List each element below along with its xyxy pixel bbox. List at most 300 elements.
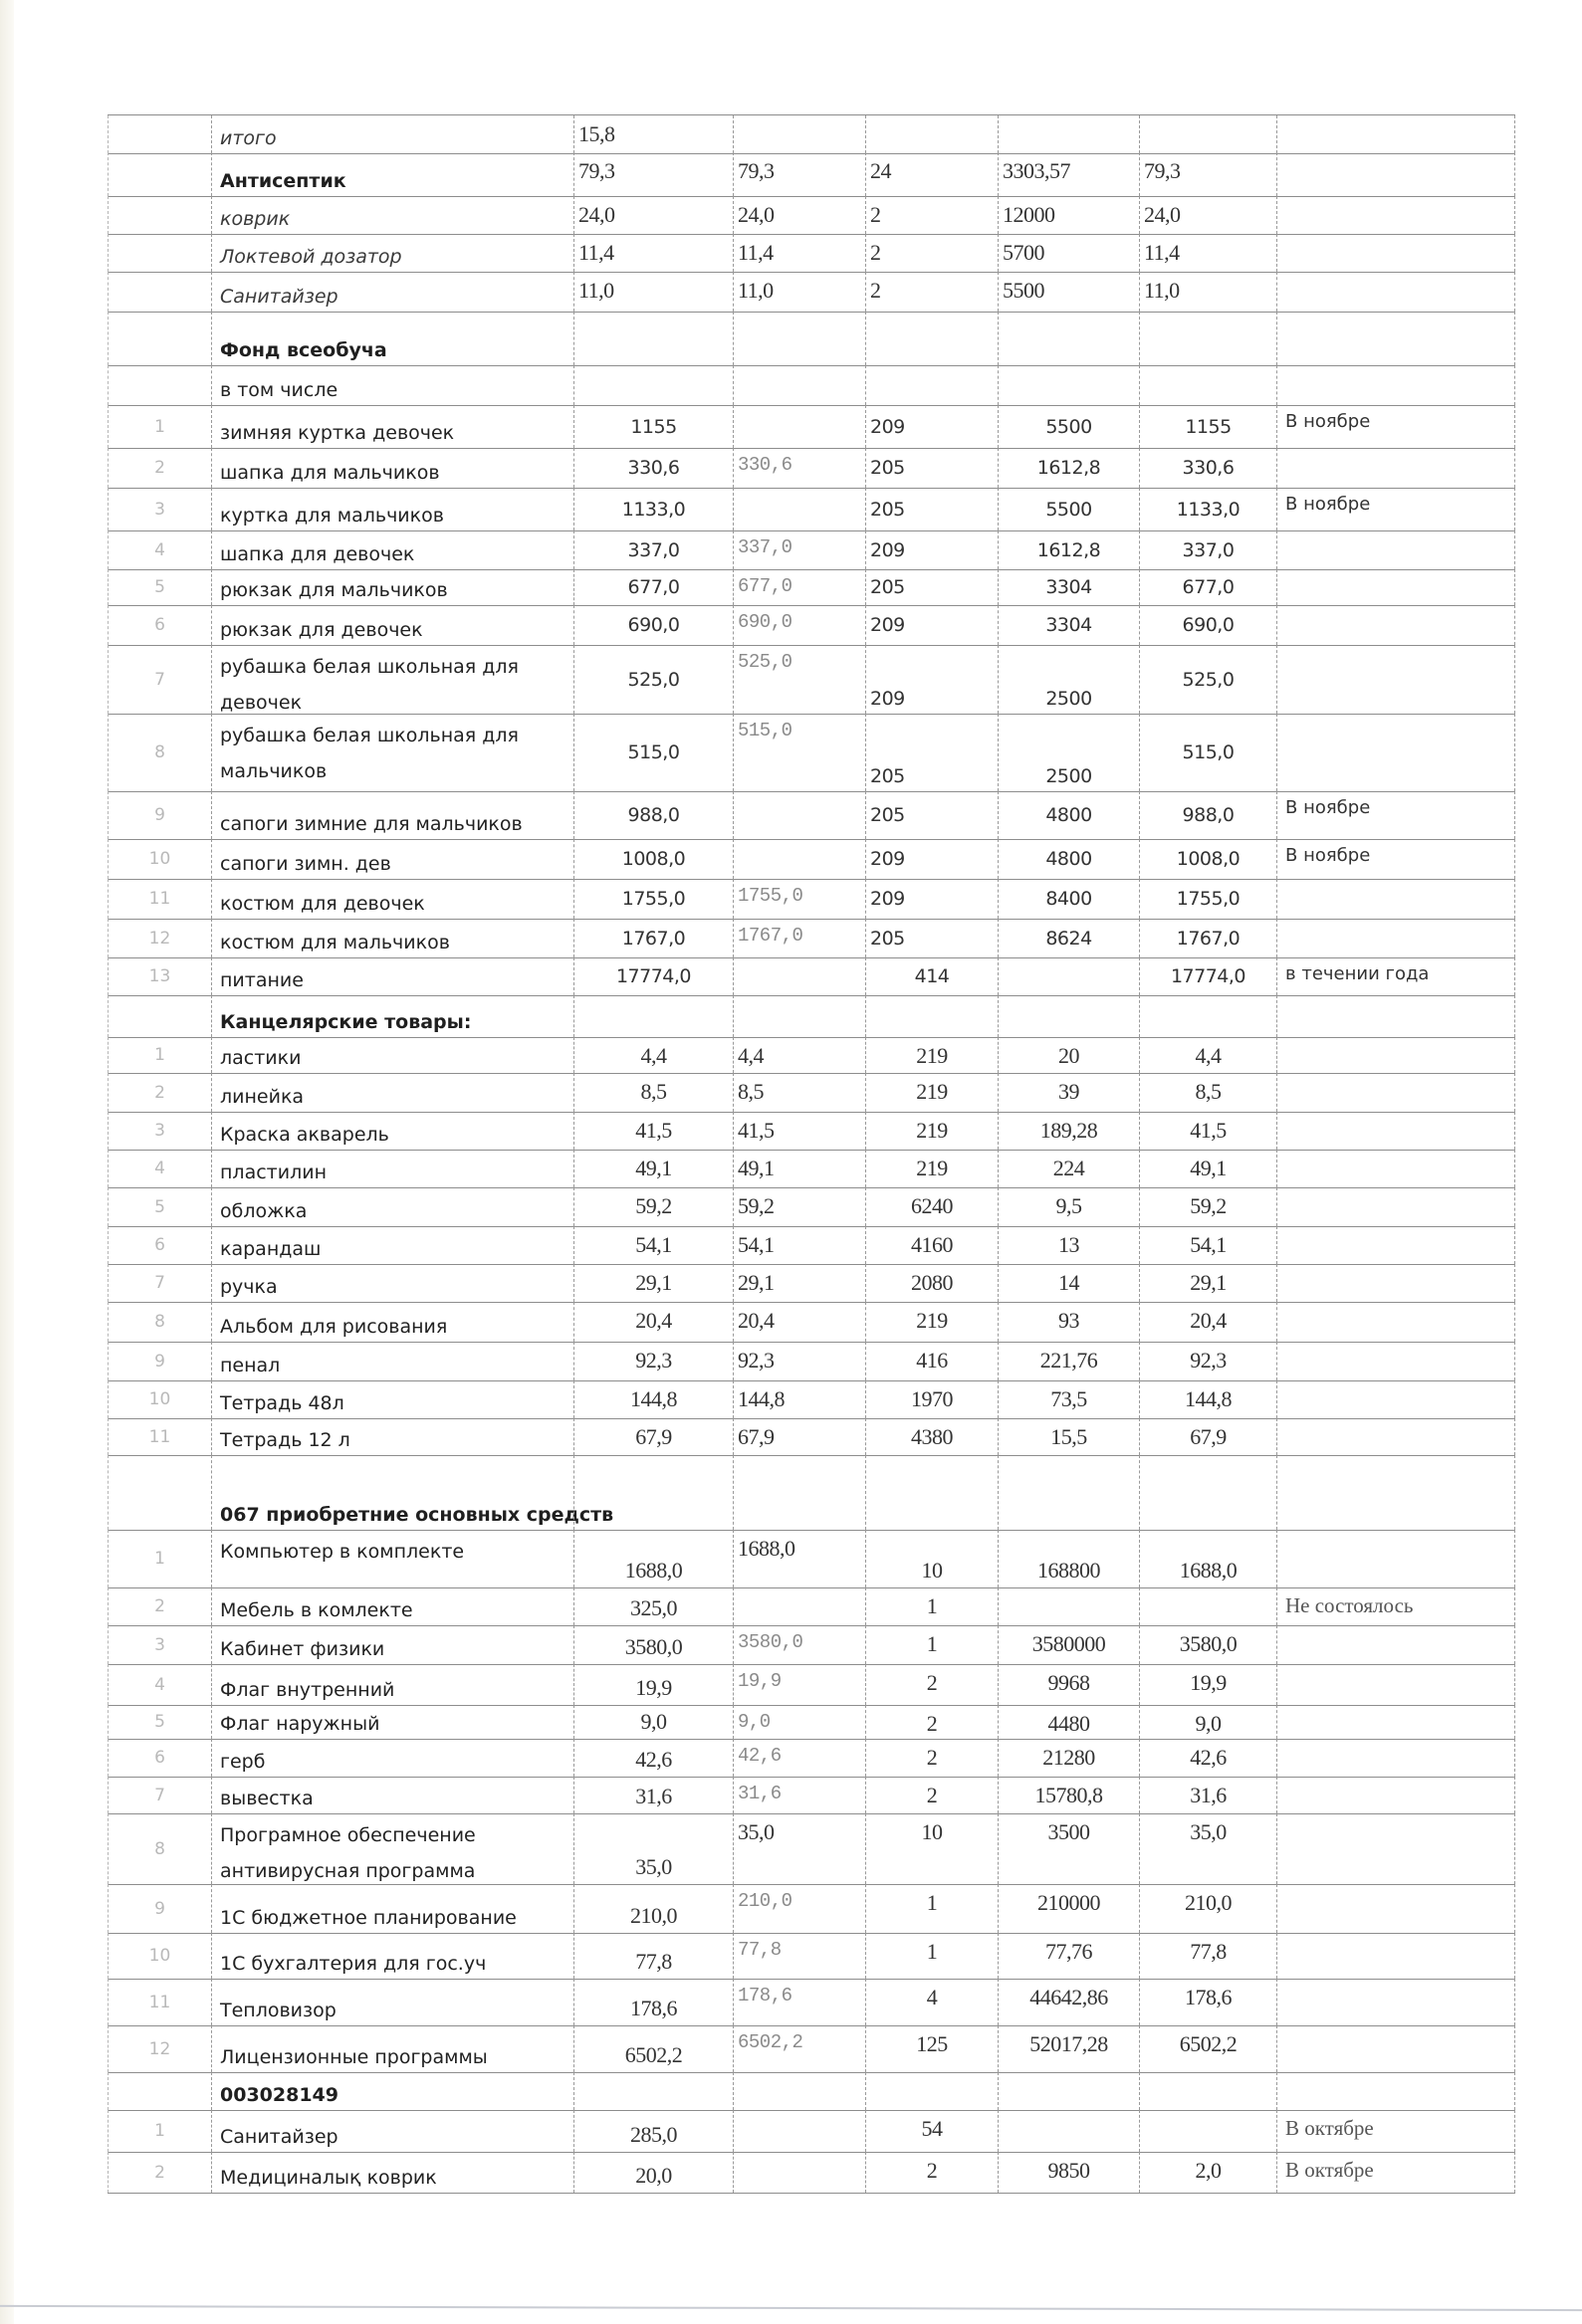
table-row bbox=[108, 234, 1515, 273]
value-cell-c5 bbox=[998, 1264, 1139, 1302]
table-row bbox=[108, 957, 1515, 996]
value-cell-c4 bbox=[865, 1933, 998, 1979]
item-name: Програмное обеспечение антивирусная программа bbox=[220, 1824, 476, 1882]
item-name: Лицензионные программы bbox=[220, 2046, 488, 2068]
value-cell-c6 bbox=[1139, 1302, 1276, 1342]
value-cell-c2 bbox=[573, 1150, 733, 1187]
value-c6: 1767,0 bbox=[1176, 927, 1241, 950]
row-number-text: 11 bbox=[148, 889, 171, 909]
value-c2: 1008,0 bbox=[621, 848, 686, 870]
value-cell-c6 bbox=[1139, 1933, 1276, 1979]
table-row bbox=[108, 488, 1515, 531]
value-c2: 15,8 bbox=[578, 121, 615, 146]
row-number-text: 2 bbox=[154, 458, 165, 478]
value-c5: 73,5 bbox=[1050, 1386, 1087, 1411]
value-c3: 59,2 bbox=[738, 1193, 775, 1218]
value-c6: 11,4 bbox=[1144, 240, 1180, 265]
value-cell-c2 bbox=[573, 1302, 733, 1342]
value-c2: 77,8 bbox=[635, 1949, 672, 1974]
row-number bbox=[108, 1933, 211, 1979]
item-name-cell bbox=[211, 569, 573, 605]
value-c4: 2080 bbox=[911, 1270, 953, 1295]
value-cell-c2 bbox=[573, 1264, 733, 1302]
value-c4: 209 bbox=[870, 415, 905, 438]
value-cell-c3 bbox=[733, 1813, 865, 1884]
value-cell-c6 bbox=[1139, 2025, 1276, 2072]
value-cell-c5 bbox=[998, 488, 1139, 530]
item-name-cell bbox=[211, 1264, 573, 1302]
value-c3: 1767,0 bbox=[738, 925, 803, 947]
item-name: Тепловизор bbox=[220, 2000, 337, 2021]
value-cell-c3 bbox=[733, 1777, 865, 1813]
item-name: рюкзак для девочек bbox=[220, 619, 423, 641]
section-row bbox=[108, 995, 1515, 1038]
item-name: коврик bbox=[220, 208, 291, 230]
value-cell-c6 bbox=[1139, 1739, 1276, 1777]
table-row bbox=[108, 196, 1515, 235]
item-name: ластики bbox=[220, 1047, 302, 1069]
value-c4: 10 bbox=[921, 1558, 943, 1583]
row-number bbox=[108, 405, 211, 448]
section-row bbox=[108, 365, 1515, 406]
value-cell-c3 bbox=[733, 272, 865, 312]
value-c5: 1612,8 bbox=[1036, 457, 1101, 479]
value-c4: 205 bbox=[870, 765, 905, 787]
value-c5: 189,28 bbox=[1039, 1118, 1098, 1143]
value-cell-c3 bbox=[733, 569, 865, 605]
value-c3: 42,6 bbox=[738, 1745, 782, 1767]
status-note: В октябре bbox=[1285, 2158, 1374, 2182]
value-cell-c3 bbox=[733, 152, 865, 196]
value-cell-c4 bbox=[865, 1112, 998, 1150]
value-c4: 2 bbox=[926, 1745, 938, 1770]
value-c6: 1755,0 bbox=[1176, 888, 1241, 910]
value-c6: 144,8 bbox=[1185, 1386, 1232, 1411]
value-c4: 1 bbox=[926, 1631, 938, 1656]
note-cell bbox=[1276, 115, 1515, 153]
value-c3: 67,9 bbox=[738, 1424, 775, 1449]
item-name-cell bbox=[211, 1380, 573, 1418]
value-cell-c2 bbox=[573, 1664, 733, 1705]
row-number bbox=[108, 2025, 211, 2072]
value-cell-c2 bbox=[573, 1380, 733, 1418]
item-name-cell bbox=[211, 1112, 573, 1150]
value-cell-c2 bbox=[573, 312, 733, 365]
item-name-cell bbox=[211, 115, 573, 153]
value-c5: 44642,86 bbox=[1029, 1985, 1108, 2009]
row-number bbox=[108, 1705, 211, 1739]
value-cell-c5 bbox=[998, 1530, 1139, 1587]
value-cell-c4 bbox=[865, 1455, 998, 1530]
value-cell-c4 bbox=[865, 1302, 998, 1342]
value-cell-c6 bbox=[1139, 1705, 1276, 1739]
value-cell-c2 bbox=[573, 645, 733, 714]
row-number bbox=[108, 839, 211, 879]
item-name-cell bbox=[211, 1884, 573, 1933]
row-number-text: 12 bbox=[148, 2038, 171, 2059]
value-cell-c2 bbox=[573, 152, 733, 196]
value-c4: 416 bbox=[916, 1348, 948, 1373]
value-cell-c5 bbox=[998, 405, 1139, 448]
value-cell-c4 bbox=[865, 1073, 998, 1112]
value-c4: 219 bbox=[916, 1156, 948, 1180]
note-cell bbox=[1276, 1884, 1515, 1933]
item-name: зимняя куртка девочек bbox=[220, 422, 455, 444]
value-c6: 79,3 bbox=[1144, 158, 1181, 183]
value-c6: 525,0 bbox=[1182, 668, 1235, 691]
value-cell-c5 bbox=[998, 1037, 1139, 1073]
value-cell-c4 bbox=[865, 2110, 998, 2152]
note-cell bbox=[1276, 1418, 1515, 1455]
value-c3: 690,0 bbox=[738, 611, 792, 633]
value-c2: 19,9 bbox=[635, 1675, 672, 1700]
value-cell-c3 bbox=[733, 1739, 865, 1777]
row-number bbox=[108, 1739, 211, 1777]
row-number bbox=[108, 234, 211, 272]
table-row bbox=[108, 1884, 1515, 1934]
value-cell-c5 bbox=[998, 1587, 1139, 1625]
value-c4: 2 bbox=[926, 1670, 938, 1695]
value-cell-c4 bbox=[865, 1625, 998, 1664]
value-c5: 39 bbox=[1058, 1079, 1079, 1104]
value-cell-c5 bbox=[998, 2152, 1139, 2193]
row-number-text: 10 bbox=[148, 849, 171, 869]
value-cell-c6 bbox=[1139, 1884, 1276, 1933]
row-number-text: 1 bbox=[154, 2121, 165, 2141]
value-cell-c4 bbox=[865, 1979, 998, 2025]
value-cell-c5 bbox=[998, 569, 1139, 605]
note-cell bbox=[1276, 1037, 1515, 1073]
value-cell-c3 bbox=[733, 1418, 865, 1455]
item-name-cell bbox=[211, 448, 573, 488]
value-c3: 11,4 bbox=[738, 240, 774, 265]
table-row bbox=[108, 1342, 1515, 1381]
note-cell bbox=[1276, 645, 1515, 714]
value-c5: 210000 bbox=[1037, 1890, 1100, 1915]
value-c6: 20,4 bbox=[1190, 1308, 1227, 1333]
item-name: Антисептик bbox=[220, 170, 346, 192]
value-cell-c5 bbox=[998, 2110, 1139, 2152]
row-number bbox=[108, 115, 211, 153]
value-cell-c2 bbox=[573, 196, 733, 234]
value-cell-c3 bbox=[733, 1455, 865, 1530]
value-c2: 20,0 bbox=[635, 2163, 672, 2188]
note-cell bbox=[1276, 1933, 1515, 1979]
value-c6: 49,1 bbox=[1190, 1156, 1227, 1180]
value-c6: 6502,2 bbox=[1179, 2031, 1238, 2056]
note-cell bbox=[1276, 1664, 1515, 1705]
note-cell bbox=[1276, 1979, 1515, 2025]
item-name-cell bbox=[211, 1455, 614, 1530]
row-number bbox=[108, 272, 211, 312]
item-name-cell bbox=[211, 1777, 573, 1813]
table-row bbox=[108, 1587, 1515, 1626]
value-cell-c4 bbox=[865, 645, 998, 714]
value-c2: 210,0 bbox=[630, 1903, 677, 1928]
table-row bbox=[108, 1226, 1515, 1265]
item-name-cell bbox=[211, 2152, 573, 2193]
section-title: 067 приобретние основных средств bbox=[220, 1504, 614, 1526]
value-cell-c2 bbox=[573, 1455, 733, 1530]
value-cell-c4 bbox=[865, 2152, 998, 2193]
value-c2: 42,6 bbox=[635, 1747, 672, 1772]
value-c4: 205 bbox=[870, 927, 905, 950]
value-c4: 2 bbox=[870, 202, 881, 227]
value-cell-c2 bbox=[573, 1530, 733, 1587]
row-number bbox=[108, 1418, 211, 1455]
value-c4: 54 bbox=[921, 2116, 943, 2141]
value-cell-c2 bbox=[573, 530, 733, 569]
value-c2: 144,8 bbox=[630, 1386, 677, 1411]
item-name-cell bbox=[211, 995, 573, 1037]
row-number-text: 8 bbox=[154, 1838, 165, 1859]
note-cell bbox=[1276, 530, 1515, 569]
table-row bbox=[108, 1150, 1515, 1188]
value-cell-c2 bbox=[573, 1625, 733, 1664]
item-name: пенал bbox=[220, 1355, 281, 1376]
value-c3: 9,0 bbox=[738, 1711, 771, 1733]
row-number bbox=[108, 1455, 211, 1530]
value-cell-c5 bbox=[998, 312, 1139, 365]
value-cell-c6 bbox=[1139, 2152, 1276, 2193]
row-number bbox=[108, 1884, 211, 1933]
note-cell bbox=[1276, 1226, 1515, 1264]
value-cell-c4 bbox=[865, 1342, 998, 1380]
value-c2: 515,0 bbox=[627, 741, 680, 763]
value-cell-c6 bbox=[1139, 1037, 1276, 1073]
value-c3: 4,4 bbox=[738, 1043, 764, 1068]
value-c2: 67,9 bbox=[635, 1424, 672, 1449]
value-cell-c6 bbox=[1139, 1979, 1276, 2025]
value-cell-c5 bbox=[998, 1342, 1139, 1380]
value-cell-c4 bbox=[865, 1739, 998, 1777]
value-c5: 3304 bbox=[1045, 614, 1092, 636]
value-c4: 4160 bbox=[911, 1232, 953, 1257]
item-name-cell bbox=[211, 919, 573, 957]
value-cell-c4 bbox=[865, 1380, 998, 1418]
row-number bbox=[108, 1625, 211, 1664]
value-cell-c3 bbox=[733, 1342, 865, 1380]
item-name: Краска акварель bbox=[220, 1124, 389, 1146]
value-cell-c3 bbox=[733, 1933, 865, 1979]
row-number-text: 10 bbox=[148, 1946, 171, 1966]
row-number-text: 6 bbox=[154, 1748, 165, 1768]
value-cell-c4 bbox=[865, 115, 998, 153]
row-number bbox=[108, 919, 211, 957]
value-c2: 690,0 bbox=[627, 614, 680, 636]
row-number bbox=[108, 448, 211, 488]
value-c5: 5500 bbox=[1045, 498, 1092, 521]
value-cell-c6 bbox=[1139, 1264, 1276, 1302]
value-cell-c3 bbox=[733, 605, 865, 645]
item-name-cell bbox=[211, 1226, 573, 1264]
row-number bbox=[108, 530, 211, 569]
value-c5: 5500 bbox=[1045, 415, 1092, 438]
value-cell-c5 bbox=[998, 530, 1139, 569]
value-c3: 11,0 bbox=[738, 278, 774, 303]
table-row bbox=[108, 1073, 1515, 1113]
row-number bbox=[108, 488, 211, 530]
value-cell-c5 bbox=[998, 1813, 1139, 1884]
value-cell-c4 bbox=[865, 839, 998, 879]
value-c2: 49,1 bbox=[635, 1156, 672, 1180]
status-note: в течении года bbox=[1285, 963, 1430, 984]
value-cell-c3 bbox=[733, 196, 865, 234]
value-cell-c2 bbox=[573, 234, 733, 272]
value-cell-c3 bbox=[733, 2025, 865, 2072]
item-name: 1С бюджетное планирование bbox=[220, 1907, 517, 1929]
value-c4: 209 bbox=[870, 688, 905, 710]
value-cell-c4 bbox=[865, 714, 998, 791]
row-number bbox=[108, 605, 211, 645]
value-cell-c5 bbox=[998, 1705, 1139, 1739]
value-c6: 2,0 bbox=[1195, 2158, 1222, 2183]
item-name: 1С бухгалтерия для гос.уч bbox=[220, 1953, 487, 1975]
value-cell-c6 bbox=[1139, 957, 1276, 995]
row-number bbox=[108, 152, 211, 196]
value-cell-c2 bbox=[573, 1073, 733, 1112]
row-number-text: 1 bbox=[154, 1045, 165, 1065]
row-number-text: 11 bbox=[148, 1992, 171, 2012]
value-cell-c6 bbox=[1139, 1112, 1276, 1150]
value-cell-c4 bbox=[865, 530, 998, 569]
value-c6: 4,4 bbox=[1195, 1043, 1222, 1068]
value-cell-c4 bbox=[865, 1813, 998, 1884]
value-c3: 1688,0 bbox=[738, 1536, 795, 1561]
item-name: Тетрадь 12 л bbox=[220, 1429, 350, 1451]
item-name-cell bbox=[211, 2072, 573, 2110]
note-cell bbox=[1276, 1112, 1515, 1150]
item-name: линейка bbox=[220, 1086, 305, 1108]
row-number-text: 5 bbox=[154, 1196, 165, 1217]
value-c3: 24,0 bbox=[738, 202, 775, 227]
row-number bbox=[108, 1264, 211, 1302]
value-cell-c4 bbox=[865, 1037, 998, 1073]
value-c6: 59,2 bbox=[1190, 1193, 1227, 1218]
item-name-cell bbox=[211, 234, 573, 272]
item-name-cell bbox=[211, 605, 573, 645]
note-cell bbox=[1276, 2110, 1515, 2152]
item-name: пластилин bbox=[220, 1162, 327, 1183]
note-cell bbox=[1276, 2025, 1515, 2072]
note-cell bbox=[1276, 879, 1515, 919]
table-row bbox=[108, 114, 1515, 154]
value-c6: 19,9 bbox=[1190, 1670, 1227, 1695]
value-cell-c3 bbox=[733, 2110, 865, 2152]
row-number bbox=[108, 365, 211, 405]
value-c5: 8624 bbox=[1045, 927, 1092, 950]
value-c6: 690,0 bbox=[1182, 614, 1235, 636]
note-cell bbox=[1276, 1073, 1515, 1112]
value-c2: 11,4 bbox=[578, 240, 614, 265]
row-number bbox=[108, 995, 211, 1037]
value-c4: 205 bbox=[870, 576, 905, 598]
value-cell-c5 bbox=[998, 448, 1139, 488]
value-cell-c3 bbox=[733, 1625, 865, 1664]
value-cell-c4 bbox=[865, 569, 998, 605]
item-name: итого bbox=[220, 127, 277, 149]
value-c2: 92,3 bbox=[635, 1348, 672, 1373]
table-row bbox=[108, 569, 1515, 606]
note-cell bbox=[1276, 1587, 1515, 1625]
value-cell-c4 bbox=[865, 234, 998, 272]
item-name: вывестка bbox=[220, 1788, 314, 1809]
status-note: В октябре bbox=[1285, 2116, 1374, 2140]
row-number bbox=[108, 1979, 211, 2025]
value-cell-c4 bbox=[865, 1264, 998, 1302]
table-row bbox=[108, 1530, 1515, 1588]
item-name: Флаг внутренний bbox=[220, 1679, 395, 1701]
row-number bbox=[108, 1073, 211, 1112]
value-cell-c5 bbox=[998, 1418, 1139, 1455]
note-cell bbox=[1276, 2072, 1515, 2110]
value-cell-c5 bbox=[998, 839, 1139, 879]
value-c3: 6502,2 bbox=[738, 2031, 803, 2053]
value-cell-c6 bbox=[1139, 1380, 1276, 1418]
item-name-cell bbox=[211, 1979, 573, 2025]
value-c3: 92,3 bbox=[738, 1348, 775, 1373]
value-cell-c6 bbox=[1139, 919, 1276, 957]
value-c6: 17774,0 bbox=[1170, 965, 1246, 987]
value-c2: 337,0 bbox=[627, 538, 680, 561]
value-c6: 92,3 bbox=[1190, 1348, 1227, 1373]
value-cell-c4 bbox=[865, 605, 998, 645]
value-c6: 35,0 bbox=[1190, 1819, 1227, 1844]
value-c6: 330,6 bbox=[1182, 457, 1235, 479]
table-row bbox=[108, 1302, 1515, 1343]
value-cell-c2 bbox=[573, 995, 733, 1037]
value-cell-c5 bbox=[998, 1455, 1139, 1530]
value-cell-c5 bbox=[998, 995, 1139, 1037]
row-number bbox=[108, 714, 211, 791]
item-name-cell bbox=[211, 2110, 573, 2152]
value-c2: 41,5 bbox=[635, 1118, 672, 1143]
value-cell-c2 bbox=[573, 569, 733, 605]
value-c2: 31,6 bbox=[635, 1784, 672, 1808]
value-cell-c4 bbox=[865, 1587, 998, 1625]
value-c4: 205 bbox=[870, 804, 905, 826]
row-number bbox=[108, 2110, 211, 2152]
row-number bbox=[108, 1380, 211, 1418]
value-cell-c3 bbox=[733, 1380, 865, 1418]
item-name-cell bbox=[211, 405, 573, 448]
value-c2: 677,0 bbox=[627, 576, 680, 598]
row-number-text: 13 bbox=[148, 966, 171, 986]
value-c5: 4800 bbox=[1045, 848, 1092, 870]
section-row bbox=[108, 312, 1515, 366]
value-cell-c2 bbox=[573, 957, 733, 995]
value-c5: 168800 bbox=[1037, 1558, 1100, 1583]
value-cell-c5 bbox=[998, 1112, 1139, 1150]
value-c2: 17774,0 bbox=[615, 965, 692, 987]
value-cell-c6 bbox=[1139, 405, 1276, 448]
row-number-text: 11 bbox=[148, 1426, 171, 1447]
table-row bbox=[108, 1187, 1515, 1227]
value-c2: 29,1 bbox=[635, 1270, 672, 1295]
value-c5: 21280 bbox=[1042, 1745, 1095, 1770]
value-c5: 5700 bbox=[1003, 240, 1044, 265]
value-cell-c4 bbox=[865, 957, 998, 995]
row-number bbox=[108, 196, 211, 234]
value-c2: 54,1 bbox=[635, 1232, 672, 1257]
value-c6: 67,9 bbox=[1190, 1424, 1227, 1449]
value-c5: 15,5 bbox=[1050, 1424, 1087, 1449]
row-number-text: 8 bbox=[154, 742, 165, 762]
value-c4: 209 bbox=[870, 538, 905, 561]
row-number-text: 6 bbox=[154, 615, 165, 635]
value-c3: 35,0 bbox=[738, 1819, 775, 1844]
value-c4: 125 bbox=[916, 2031, 948, 2056]
